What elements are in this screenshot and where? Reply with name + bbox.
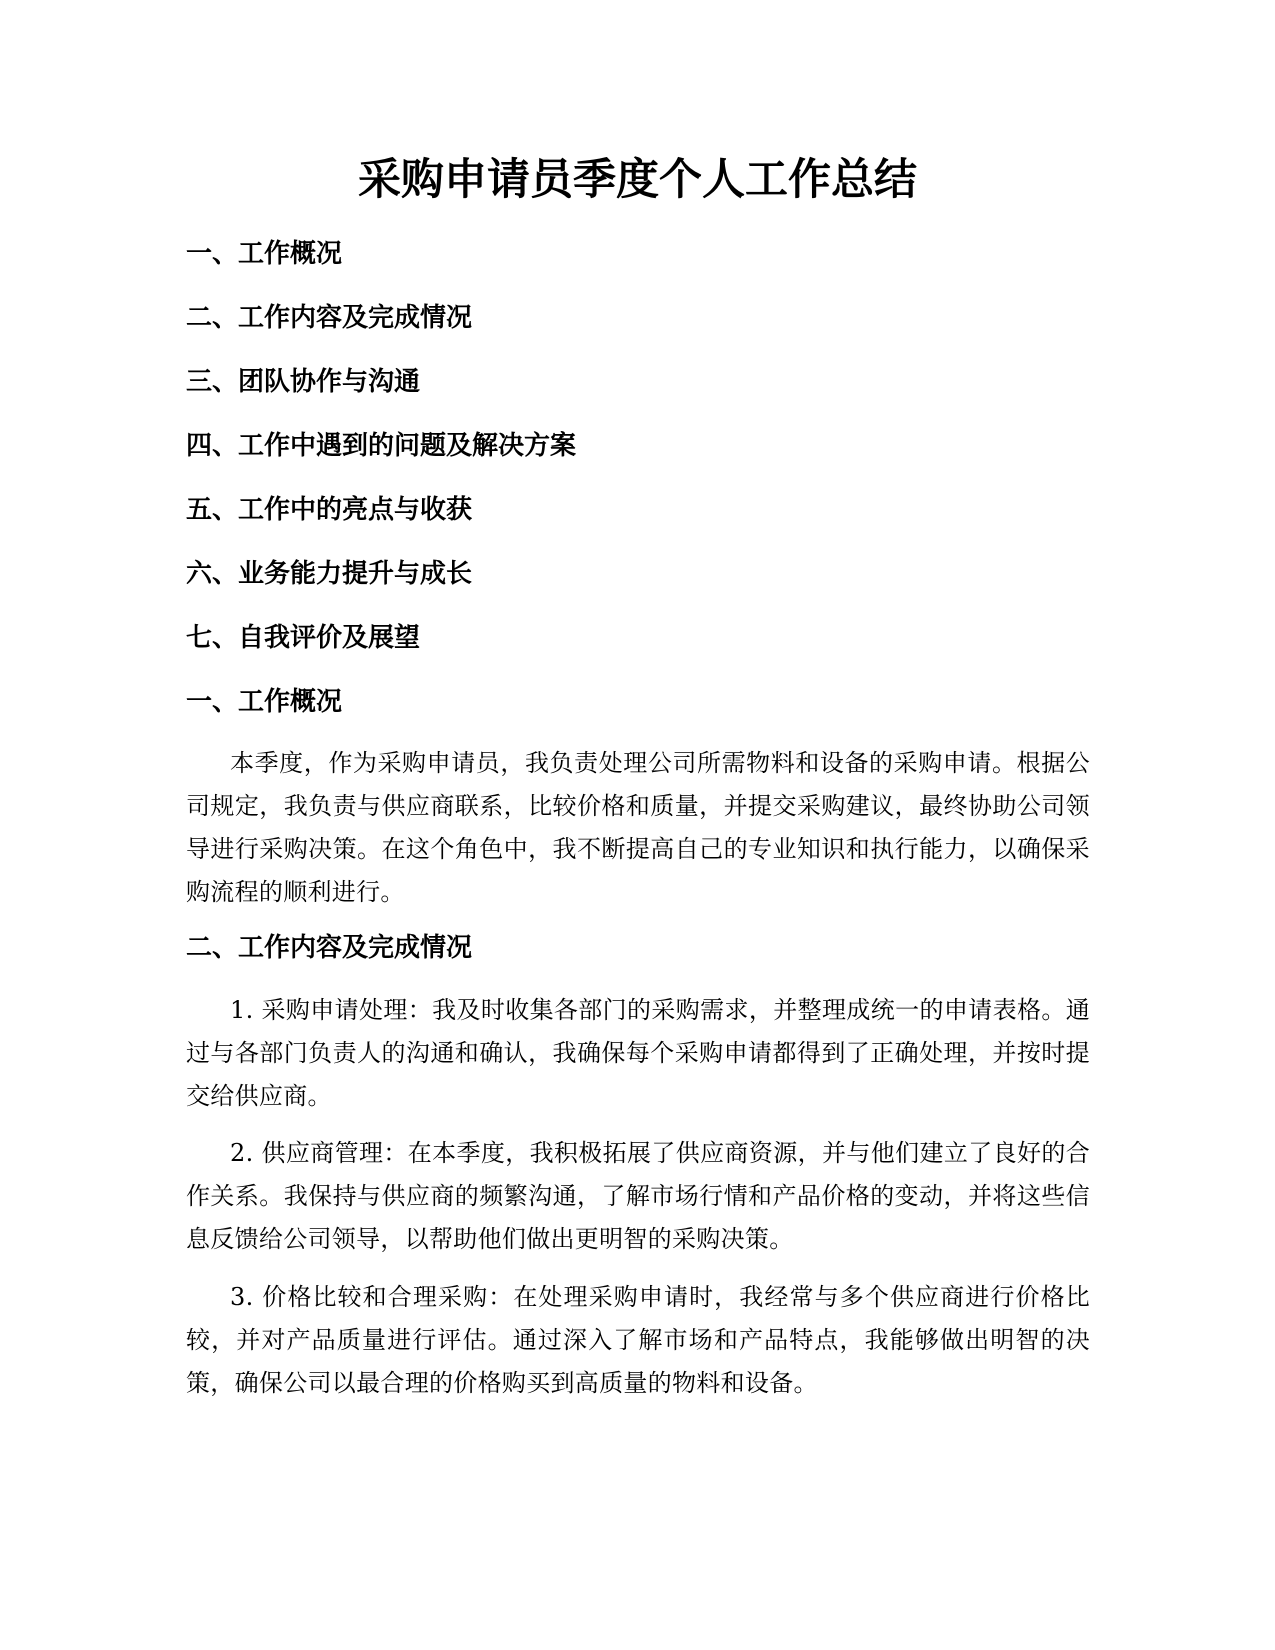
section-heading: 一、工作概况 [186, 687, 343, 717]
toc-item: 五、工作中的亮点与收获 [186, 495, 473, 525]
document-title: 采购申请员季度个人工作总结 [358, 155, 917, 205]
body-paragraph: 1. 采购申请处理：我及时收集各部门的采购需求，并整理成统一的申请表格。通过与各部门负责人的沟通和确认，我确保每个采购申请都得到了正确处理，并按时提交给供应商。 [186, 996, 1090, 1110]
toc-item: 六、业务能力提升与成长 [186, 559, 473, 589]
toc-item: 七、自我评价及展望 [186, 623, 421, 653]
body-paragraph: 2. 供应商管理：在本季度，我积极拓展了供应商资源，并与他们建立了良好的合作关系。我保持与供应商的频繁沟通，了解市场行情和产品价格的变动，并将这些信息反馈给公司领导，以帮助他们做出更明智的采购决策。 [186, 1139, 1090, 1253]
body-paragraph: 3. 价格比较和合理采购：在处理采购申请时，我经常与多个供应商进行价格比较，并对产品质量进行评估。通过深入了解市场和产品特点，我能够做出明智的决策，确保公司以最合理的价格购买到高质量的物料和设备。 [186, 1283, 1090, 1397]
toc-item: 四、工作中遇到的问题及解决方案 [186, 431, 577, 461]
toc-item: 三、团队协作与沟通 [186, 367, 421, 397]
section-heading: 二、工作内容及完成情况 [186, 933, 473, 963]
toc-item: 二、工作内容及完成情况 [186, 303, 473, 333]
toc-item: 一、工作概况 [186, 239, 343, 269]
body-paragraph: 本季度，作为采购申请员，我负责处理公司所需物料和设备的采购申请。根据公司规定，我负责与供应商联系，比较价格和质量，并提交采购建议，最终协助公司领导进行采购决策。在这个角色中，我不断提高自己的专业知识和执行能力，以确保采购流程的顺利进行。 [186, 749, 1090, 906]
